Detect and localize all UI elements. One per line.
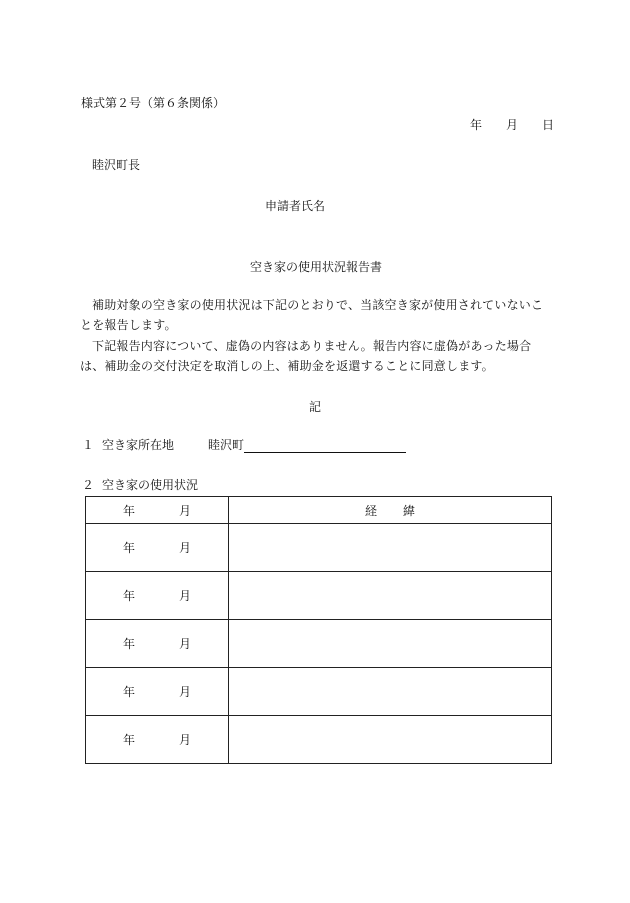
- table-row: [86, 524, 552, 572]
- header-month: 月: [179, 503, 192, 518]
- row-year: 年: [122, 637, 135, 651]
- header-i: 緯: [403, 503, 416, 518]
- body-paragraph-1: 補助対象の空き家の使用状況は下記のとおりで、当該空き家が使用されていないことを報告します。: [80, 298, 544, 332]
- date-year-label: 年: [470, 118, 483, 132]
- row-year-month: [86, 668, 229, 716]
- table-row: [86, 572, 552, 620]
- row-details[interactable]: [229, 668, 552, 716]
- row-year: 年: [122, 541, 135, 555]
- header-year: 年: [122, 503, 135, 518]
- date-line: [470, 117, 554, 133]
- row-year: 年: [122, 685, 135, 699]
- recipient: 睦沢町長: [92, 158, 141, 172]
- row-month: 月: [179, 637, 192, 651]
- row-year-month: [86, 572, 229, 620]
- row-details[interactable]: [229, 524, 552, 572]
- item-usage: [82, 477, 198, 493]
- body-paragraph-2: 下記報告内容について、虚偽の内容はありません。報告内容に虚偽があった場合は、補助金の交付決定を取消しの上、補助金を返還することに同意します。: [80, 339, 532, 373]
- item1-label: 空き家所在地: [102, 438, 175, 452]
- row-year: 年: [122, 733, 135, 747]
- item2-number: ２: [82, 478, 95, 492]
- row-year-month: [86, 716, 229, 764]
- applicant-name-label: 申請者氏名: [265, 199, 326, 213]
- header-year-month: [86, 497, 229, 524]
- row-month: 月: [179, 685, 192, 699]
- row-details[interactable]: [229, 572, 552, 620]
- date-day-label: 日: [542, 118, 555, 132]
- table-row: [86, 620, 552, 668]
- item2-label: 空き家の使用状況: [102, 478, 199, 492]
- row-month: 月: [179, 589, 192, 603]
- usage-table: [85, 496, 552, 764]
- address-blank-line: [244, 438, 406, 453]
- table-row: [86, 716, 552, 764]
- form-number: 様式第２号（第６条関係）: [81, 96, 226, 110]
- header-details: [229, 497, 552, 524]
- date-month-label: 月: [506, 118, 519, 132]
- header-kei: 経: [364, 503, 377, 518]
- item-address: [82, 437, 406, 453]
- row-month: 月: [179, 733, 192, 747]
- ki-heading: 記: [309, 400, 322, 414]
- table-header-row: [86, 497, 552, 524]
- town-prefix: 睦沢町: [208, 438, 245, 452]
- row-year-month: [86, 524, 229, 572]
- row-year-month: [86, 620, 229, 668]
- row-details[interactable]: [229, 716, 552, 764]
- row-details[interactable]: [229, 620, 552, 668]
- item1-number: １: [82, 438, 95, 452]
- row-year: 年: [122, 589, 135, 603]
- table-row: [86, 668, 552, 716]
- row-month: 月: [179, 541, 192, 555]
- document-title: 空き家の使用状況報告書: [250, 260, 383, 274]
